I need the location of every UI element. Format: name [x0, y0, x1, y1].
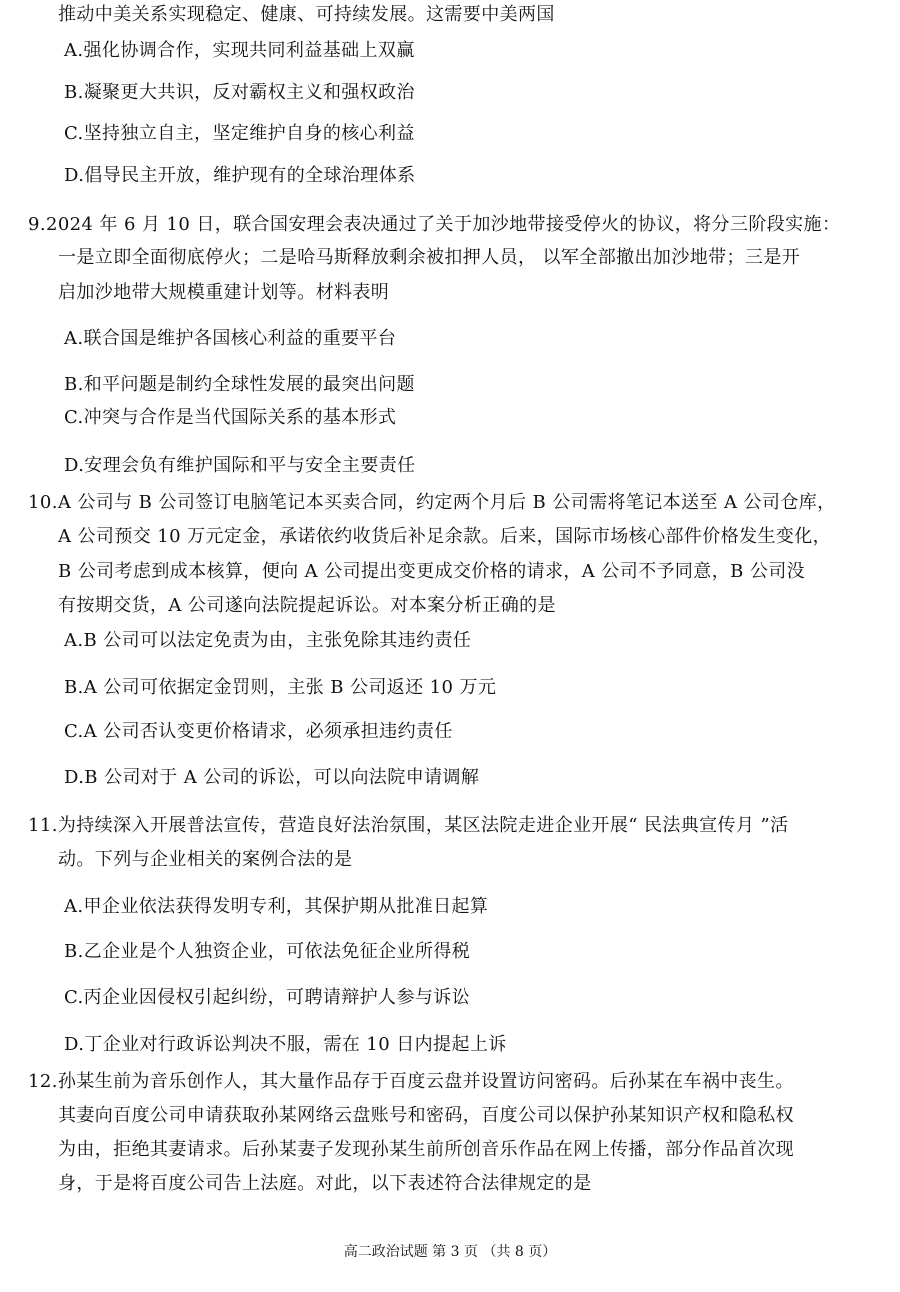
q10-stem-line-2: A 公司预交 10 万元定金，承诺依约收货后补足余款。后来，国际市场核心部件价格发生变化，	[58, 526, 832, 547]
q8-option-c: C.坚持独立自主，坚定维护自身的核心利益	[64, 123, 415, 144]
q9-option-c: C.冲突与合作是当代国际关系的基本形式	[64, 407, 397, 428]
q11-option-d: D.丁企业对行政诉讼判决不服，需在 10 日内提起上诉	[64, 1034, 507, 1055]
q10-option-d: D.B 公司对于 A 公司的诉讼，可以向法院申请调解	[64, 767, 480, 788]
q11-option-c: C.丙企业因侵权引起纠纷，可聘请辩护人参与诉讼	[64, 987, 471, 1008]
q8-option-a: A.强化协调合作，实现共同利益基础上双赢	[64, 40, 415, 61]
q11-option-b: B.乙企业是个人独资企业，可依法免征企业所得税	[64, 941, 471, 962]
q10-stem-line-1: 10.A 公司与 B 公司签订电脑笔记本买卖合同，约定两个月后 B 公司需将笔记本送至 A 公司仓库，	[28, 492, 836, 513]
q12-stem-line-2: 其妻向百度公司申请获取孙某网络云盘账号和密码，百度公司以保护孙某知识产权和隐私权	[58, 1105, 794, 1126]
q10-stem-line-4: 有按期交货，A 公司遂向法院提起诉讼。对本案分析正确的是	[58, 595, 556, 616]
q9-stem-line-3: 启加沙地带大规模重建计划等。材料表明	[58, 282, 390, 303]
q12-stem-line-4: 身，于是将百度公司告上法庭。对此，以下表述符合法律规定的是	[58, 1173, 592, 1194]
q10-option-c: C.A 公司否认变更价格请求，必须承担违约责任	[64, 721, 453, 742]
q9-option-d: D.安理会负有维护国际和平与安全主要责任	[64, 455, 416, 476]
q9-stem-line-1: 9.2024 年 6 月 10 日，联合国安理会表决通过了关于加沙地带接受停火的协议，将分三阶段实施：	[28, 214, 841, 235]
q10-stem-line-3: B 公司考虑到成本核算，便向 A 公司提出变更成交价格的请求，A 公司不予同意，B 公司没	[58, 561, 806, 582]
q11-stem-line-2: 动。下列与企业相关的案例合法的是	[58, 849, 353, 870]
q9-stem-line-2: 一是立即全面彻底停火；二是哈马斯释放剩余被扣押人员， 以军全部撤出加沙地带；三是开	[58, 247, 801, 268]
q11-option-a: A.甲企业依法获得发明专利，其保护期从批准日起算	[64, 896, 489, 917]
q8-stem-tail: 推动中美关系实现稳定、健康、可持续发展。这需要中美两国	[58, 4, 555, 25]
q9-option-a: A.联合国是维护各国核心利益的重要平台	[64, 328, 397, 349]
q12-stem-line-3: 为由，拒绝其妻请求。后孙某妻子发现孙某生前所创音乐作品在网上传播，部分作品首次现	[58, 1139, 794, 1160]
q8-option-b: B.凝聚更大共识，反对霸权主义和强权政治	[64, 82, 415, 103]
q8-option-d: D.倡导民主开放，维护现有的全球治理体系	[64, 165, 416, 186]
q11-stem-line-1: 11.为持续深入开展普法宣传，营造良好法治氛围，某区法院走进企业开展“ 民法典宣传月 ”活	[28, 815, 789, 836]
q12-stem-line-1: 12.孙某生前为音乐创作人，其大量作品存于百度云盘并设置访问密码。后孙某在车祸中丧生。	[28, 1071, 794, 1092]
q9-option-b: B.和平问题是制约全球性发展的最突出问题	[64, 374, 415, 395]
q10-option-a: A.B 公司可以法定免责为由，主张免除其违约责任	[64, 630, 472, 651]
q10-option-b: B.A 公司可依据定金罚则，主张 B 公司返还 10 万元	[64, 677, 497, 698]
page-footer: 高二政治试题 第 3 页 （共 8 页）	[343, 1244, 557, 1260]
